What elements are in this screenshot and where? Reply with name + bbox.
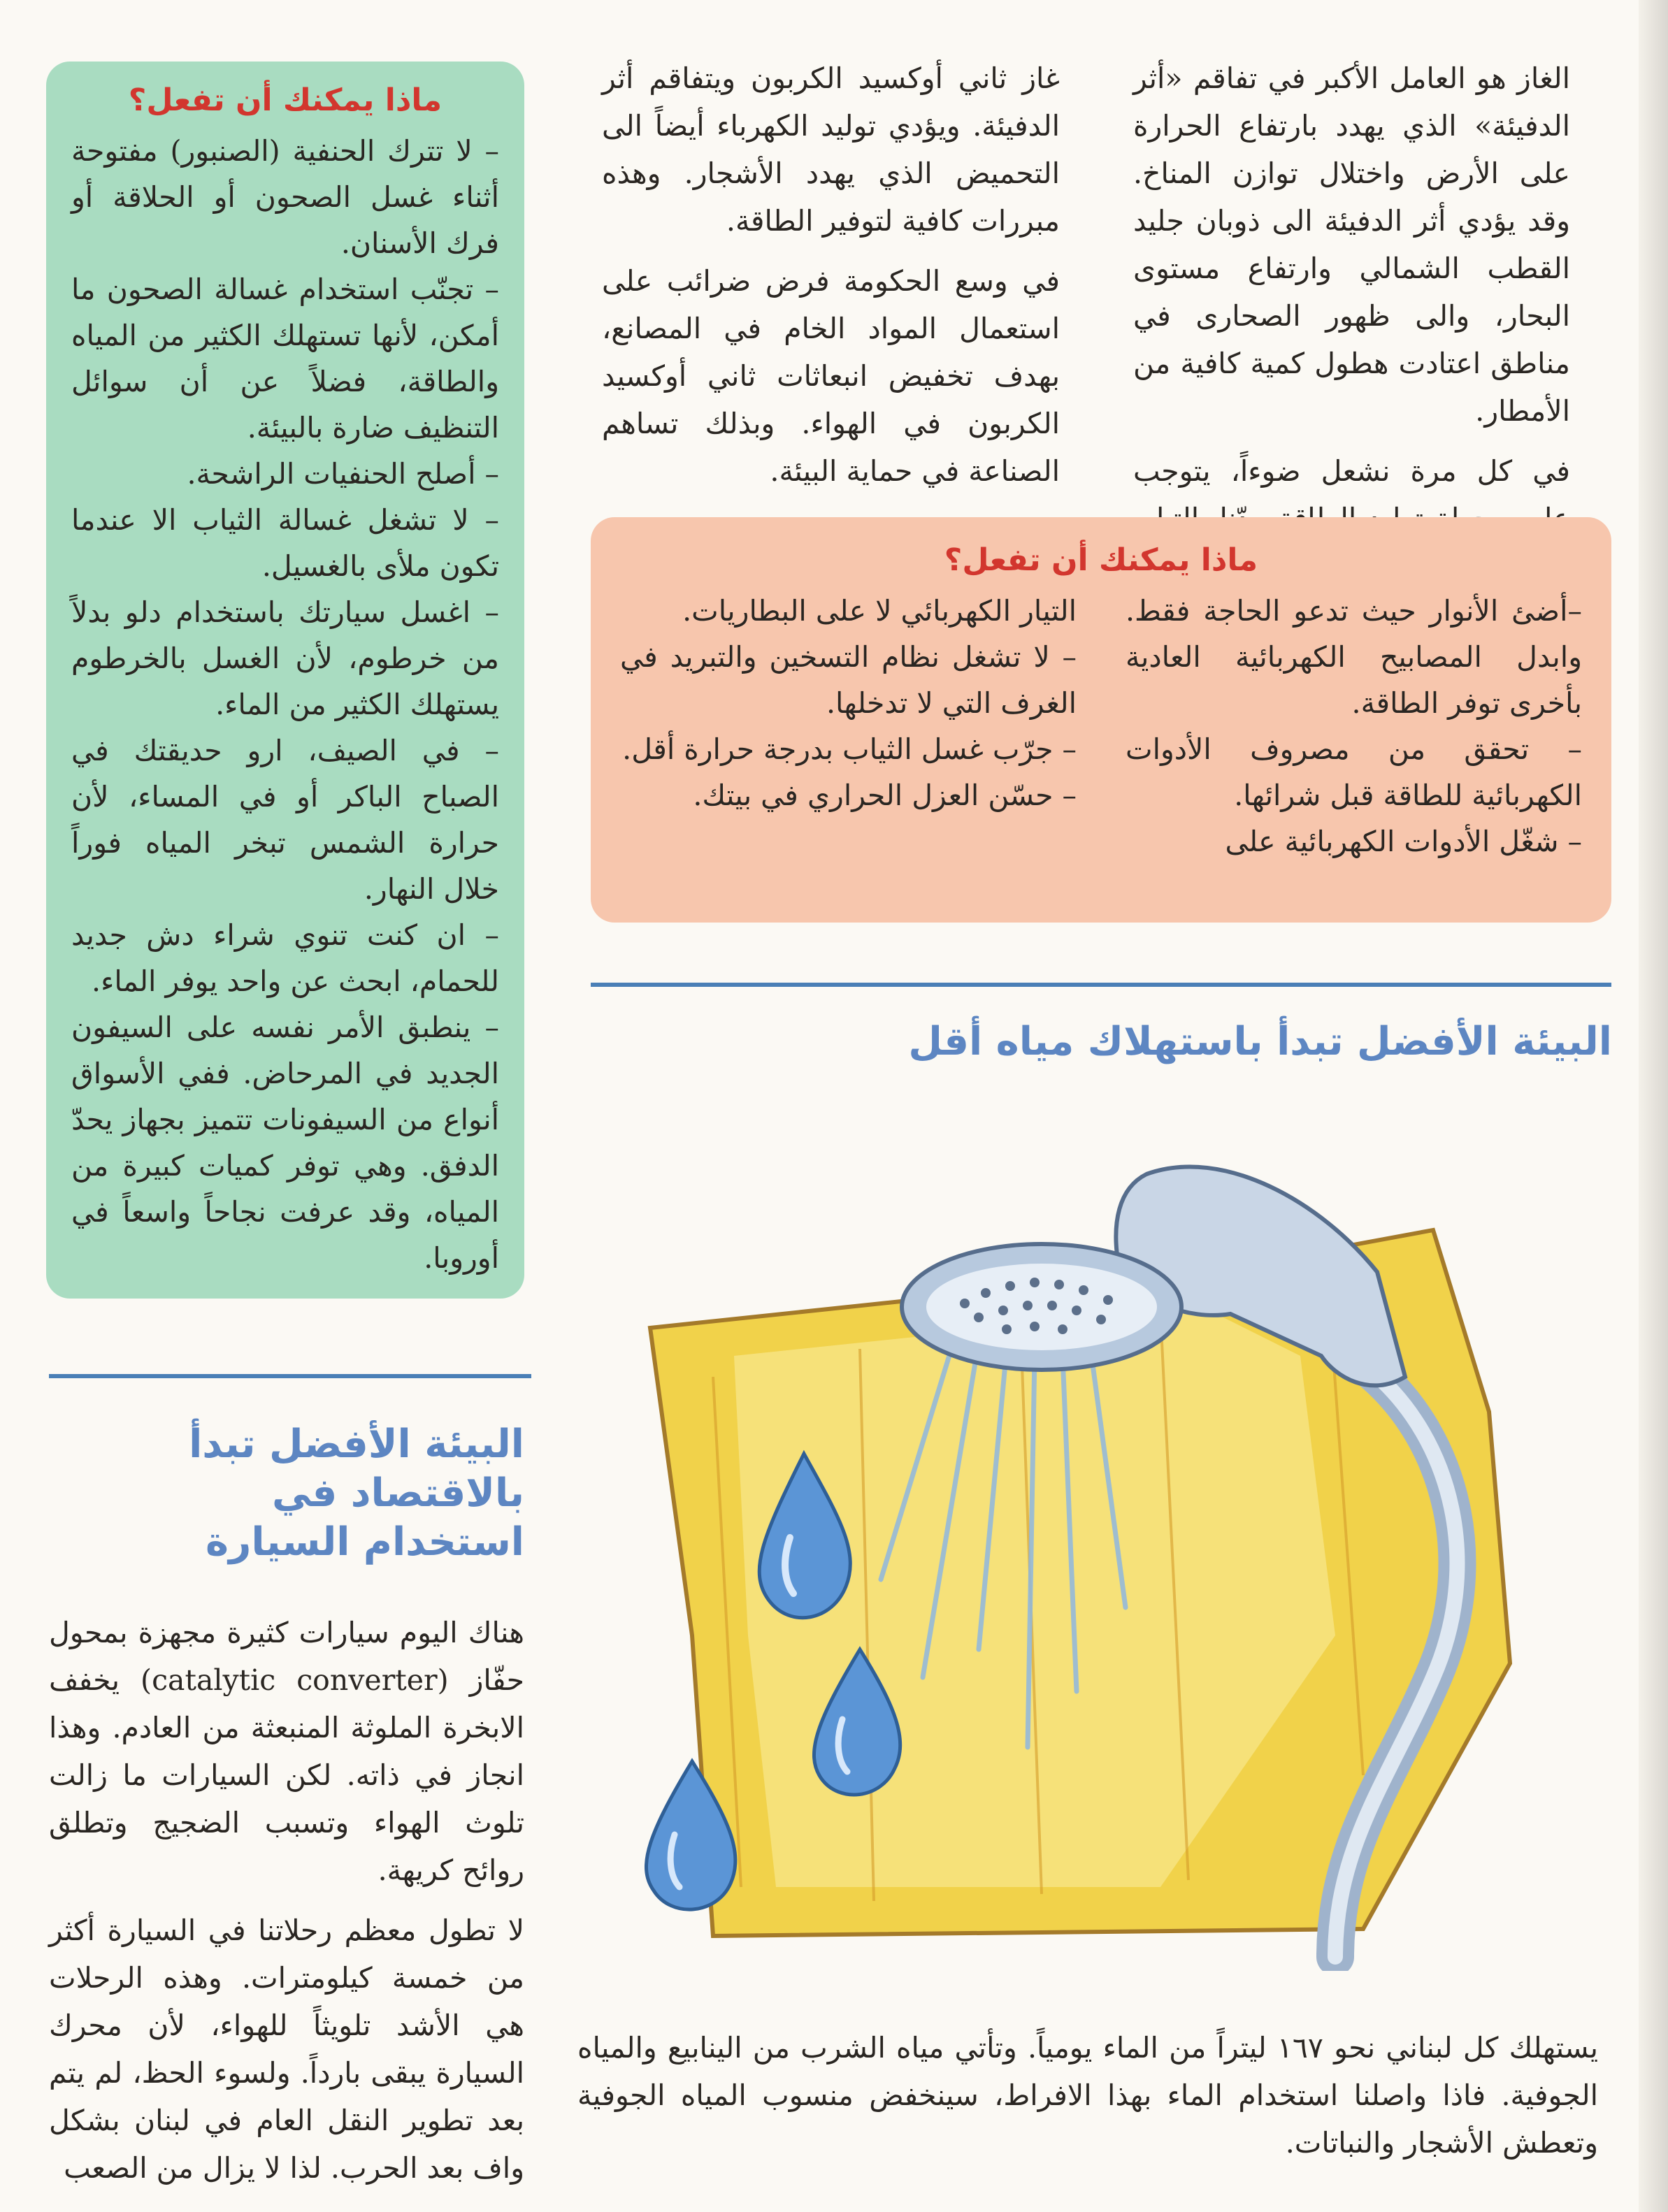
car-paragraph: لا تطول معظم رحلاتنا في السيارة أكثر من خمسة كيلومترات. وهذه الرحلات هي الأشد تلويثاً للهواء، لأن محرك السيارة يبقى بارداً. ولسوء الحظ، لم يتم بعد تطوير النقل العام في لبنان بشكل واف بعد الحرب. لذا لا يزال من الصعب [49, 1914, 524, 2185]
shower-illustration [629, 1146, 1594, 1971]
energy-tips-box [591, 517, 1611, 923]
energy-tips-column-left [620, 588, 1077, 865]
car-paragraph: هناك اليوم سيارات كثيرة مجهزة بمحول حفّاز (catalytic converter) يخفف الابخرة الملوثة المنبعثة من العادم. وهذا انجاز في ذاته. لكن السيارات ما زالت تلوث الهواء وتسبب الضجيج وتطلق روائح كريهة. [49, 1616, 525, 1887]
tip-item: – لا تشغل نظام التسخين والتبريد في الغرف التي لا تدخلها. [620, 640, 1077, 720]
tip-item: – تحقق من مصروف الأدوات الكهربائية للطاقة قبل شرائها. [1126, 732, 1582, 812]
intro-paragraph: في كل مرة نشعل ضوءاً، يتوجب [1133, 454, 1570, 488]
tip-item: – لا تترك الحنفية (الصنبور) مفتوحة أثناء غسل الصحون أو الحلاقة أو فرك الأسنان. [71, 134, 499, 260]
heading-line: البيئة الأفضل تبدأ [189, 1422, 524, 1467]
box-title: ماذا يمكنك أن تفعل؟ [128, 82, 443, 118]
tip-item: – ان كنت تنوي شراء دش جديد للحمام، ابحث عن واحد يوفر الماء. [71, 918, 499, 998]
energy-tips-column-right [1126, 588, 1582, 865]
page-edge-shadow [1639, 0, 1668, 2212]
section-divider [591, 983, 1611, 987]
water-section-heading: البيئة الأفضل تبدأ باستهلاك مياه أقل [908, 1019, 1612, 1064]
tip-item: التيار الكهربائي لا على البطاريات. [682, 594, 1077, 628]
tip-item: – ينطبق الأمر نفسه على السيفون الجديد في المرحاض. ففي الأسواق أنواع من السيفونات تتميز بجهاز يحدّ الدفق. وهي توفر كميات كبيرة من المياه، وقد عرفت نجاحاً واسعاً في أوروبا. [71, 1011, 499, 1275]
tip-item: – اغسل سيارتك باستخدام دلو بدلاً من خرطوم، لأن الغسل بالخرطوم يستهلك الكثير من الماء. [71, 595, 499, 721]
car-section-text [49, 1609, 524, 2204]
tip-item: –أضئ الأنوار حيث تدعو الحاجة فقط. وابدل المصابيح الكهربائية العادية بأخرى توفر الطاقة. [1126, 594, 1582, 720]
tip-item: – لا تشغل غسالة الثياب الا عندما تكون ملأى بالغسيل. [71, 503, 499, 583]
heading-line: بالاقتصاد في [271, 1470, 524, 1516]
tip-item: – جرّب غسل الثياب بدرجة حرارة أقل. [622, 732, 1077, 766]
intro-column-middle [602, 55, 1060, 507]
water-caption [577, 2024, 1598, 2179]
tip-item: – أصلح الحنفيات الراشحة. [187, 457, 499, 491]
tip-item: – حسّن العزل الحراري في بيتك. [693, 779, 1077, 812]
intro-paragraph: غاز ثاني أوكسيد الكربون ويتفاقم أثر الدفيئة. ويؤدي توليد الكهرباء أيضاً الى التحميض الذي يهدد الأشجار. وهذه مبررات كافية لتوفير الطاقة. [602, 62, 1060, 238]
tip-item: – في الصيف، ارو حديقتك في الصباح الباكر أو في المساء، لأن حرارة الشمس تبخر المياه فوراً خلال النهار. [71, 734, 499, 906]
box-title: ماذا يمكنك أن تفعل؟ [944, 542, 1258, 578]
car-section-heading [49, 1420, 524, 1567]
intro-paragraph: الغاز هو العامل الأكبر في تفاقم «أثر الدفيئة» الذي يهدد بارتفاع الحرارة على الأرض واختلال توازن المناخ. وقد يؤدي أثر الدفيئة الى ذوبان جليد القطب الشمالي وارتفاع مستوى البحار، والى ظهور الصحارى في مناطق اعتادت هطول كمية كافية من الأمطار. [1133, 62, 1570, 428]
intro-paragraph: في وسع الحكومة فرض ضرائب على استعمال المواد الخام في المصانع، بهدف تخفيض انبعاثات ثاني أوكسيد الكربون في الهواء. وبذلك تساهم الصناعة في حماية البيئة. [602, 264, 1060, 488]
water-tips-box [46, 62, 524, 1299]
section-divider [49, 1374, 531, 1378]
tip-item: – شغّل الأدوات الكهربائية على [1225, 825, 1582, 858]
heading-line: استخدام السيارة [206, 1519, 524, 1565]
tip-item: – تجنّب استخدام غسالة الصحون ما أمكن، لأنها تستهلك الكثير من المياه والطاقة، فضلاً عن أن سوائل التنظيف ضارة بالبيئة. [71, 273, 499, 444]
caption-text: يستهلك كل لبناني نحو ١٦٧ ليتراً من الماء يومياً. وتأتي مياه الشرب من الينابيع والمياه الجوفية. فاذا واصلنا استخدام الماء بهذا الافراط، سينخفض منسوب المياه الجوفية وتعطش الأشجار والنباتات. [577, 2031, 1598, 2160]
